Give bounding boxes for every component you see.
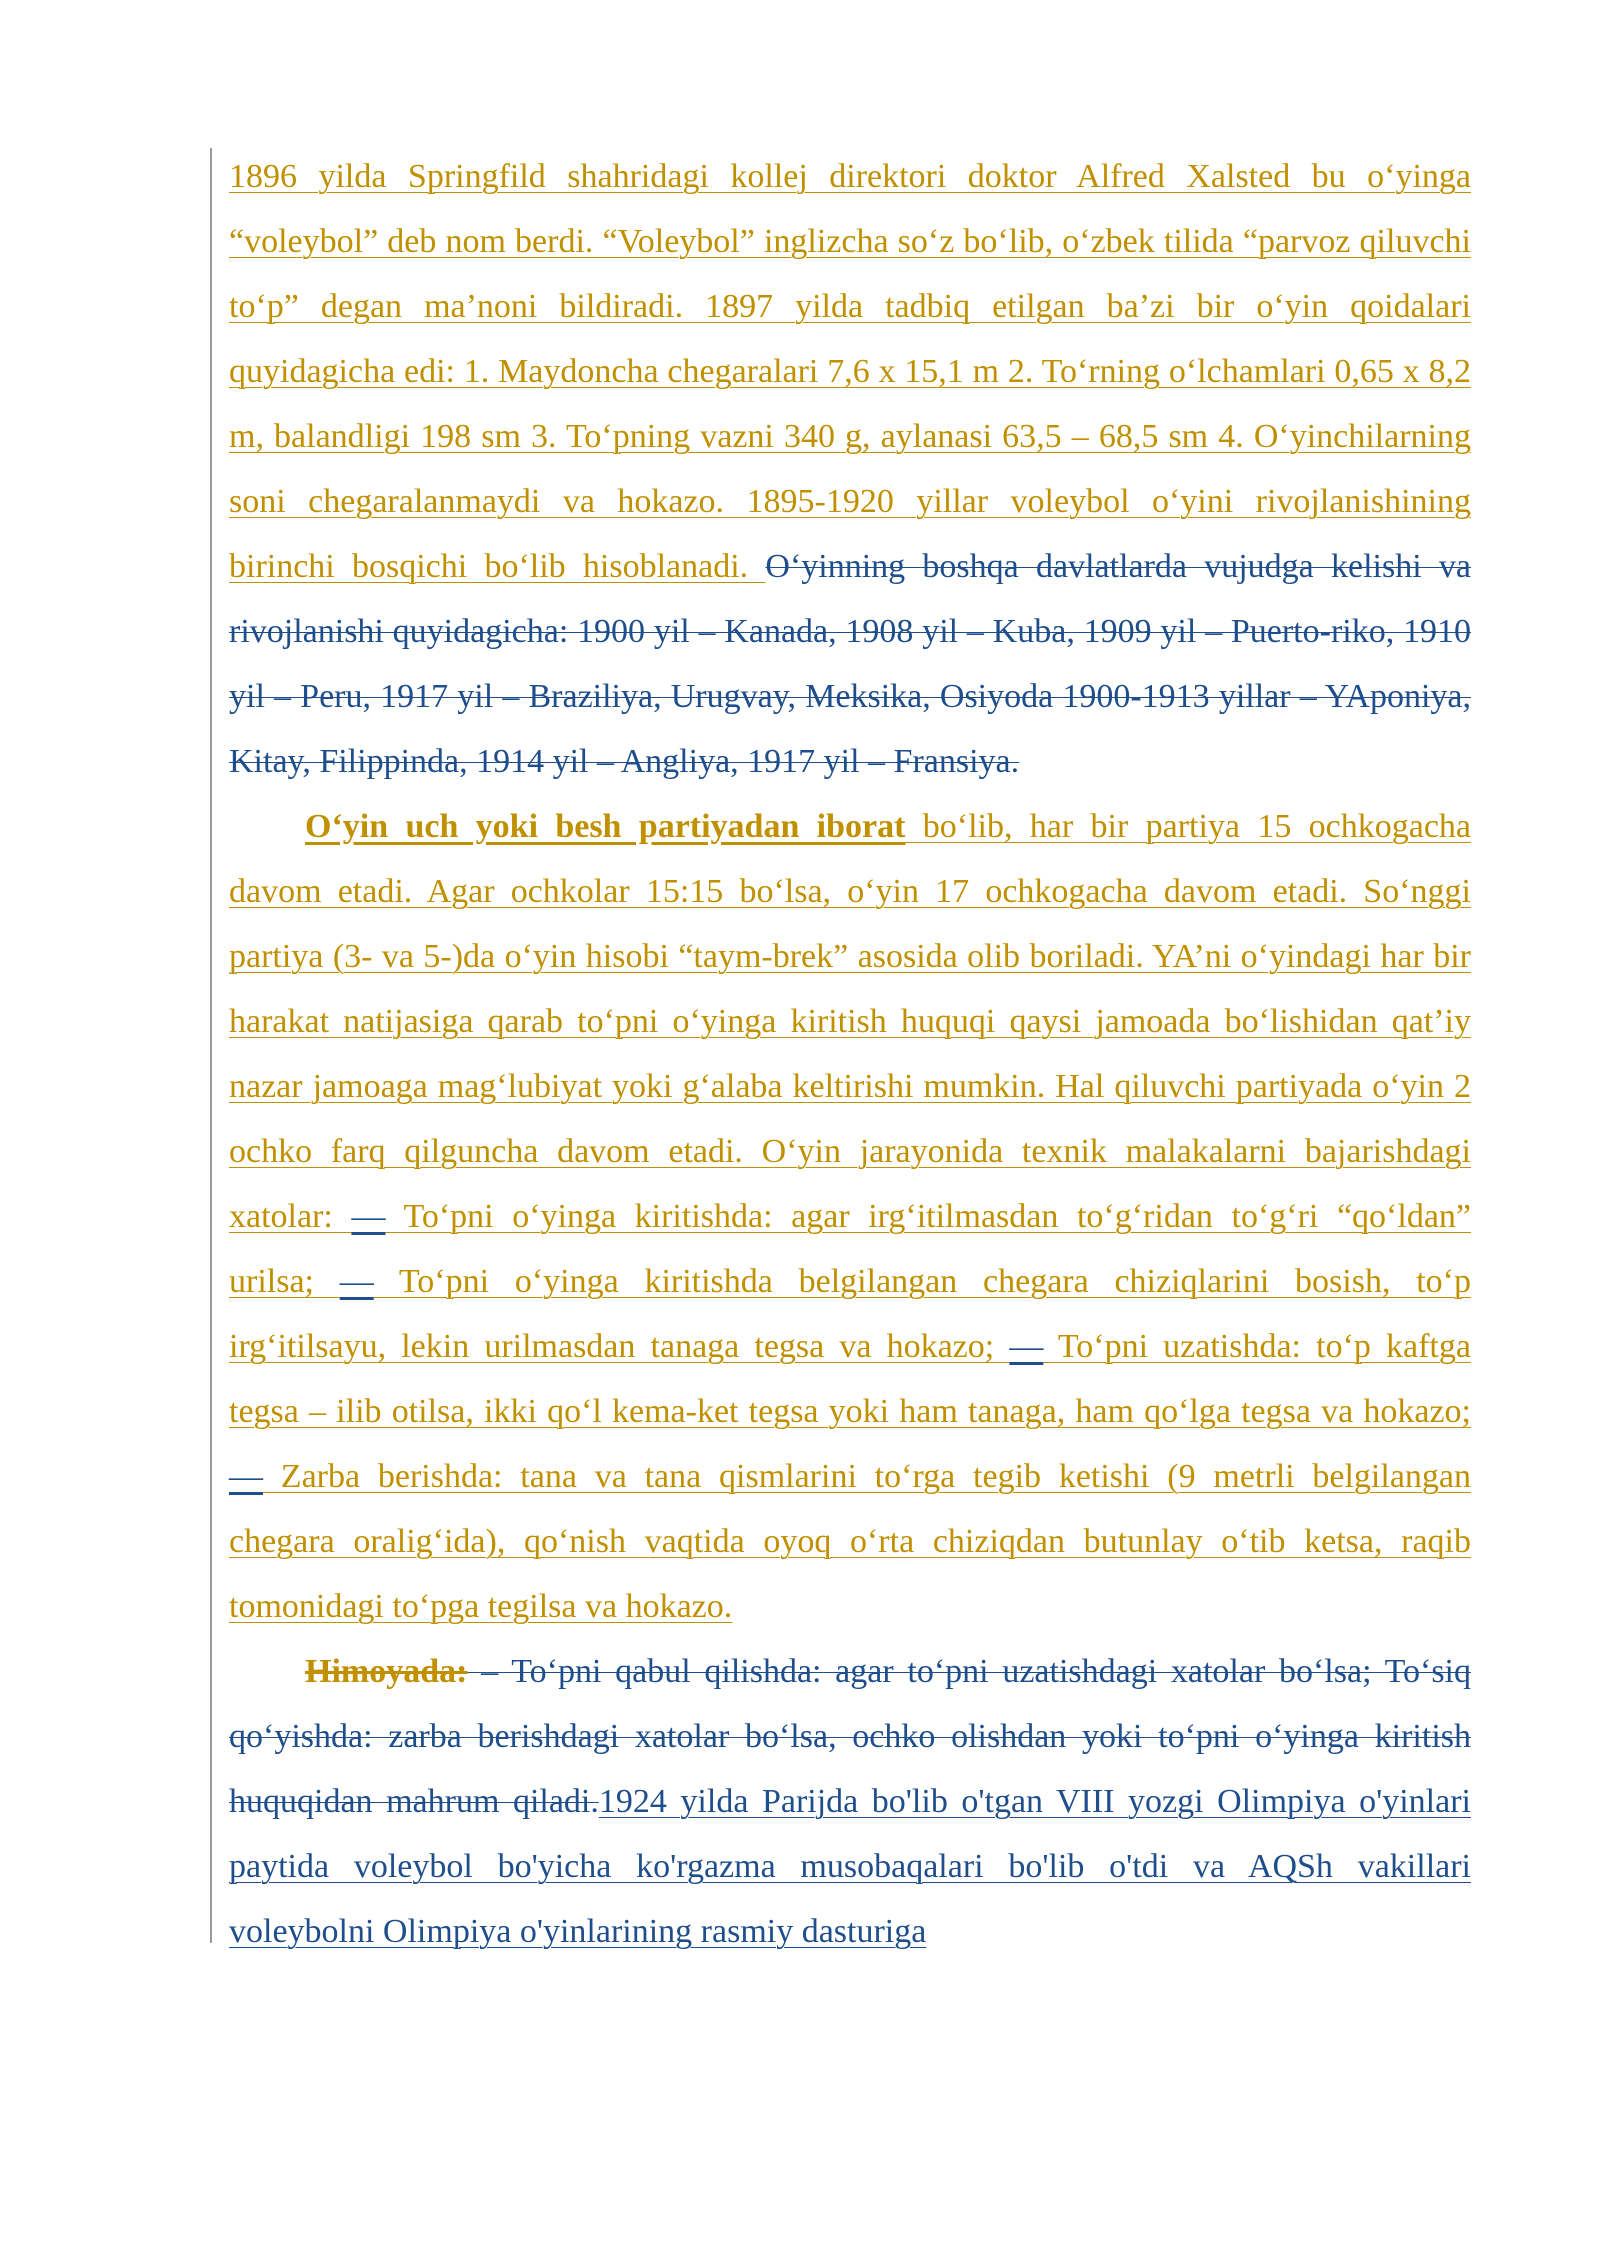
inserted-text: bo‘lib, har bir partiya 15 ochkogacha davom etadi. Agar ochkolar 15:15 bo‘lsa, o‘yin 17 ochkogacha davom etadi. So‘nggi partiya (3- va 5-)da o‘yin hisobi “taym-brek” asosida olib boriladi. YA’ni o‘yindagi har bir harakat natijasiga qarab to‘pni o‘yinga kiritish huquqi qaysi jamoada bo‘lishidan qat’iy nazar jamoaga mag‘lubiyat yoki g‘alaba keltirishi mumkin. Hal qiluvchi partiyada o‘yin 2 ochko farq qilguncha davom etadi. O‘yin jarayonida texnik malakalarni bajarishdagi xatolar: <box>229 808 1472 1235</box>
bold-heading-text: O‘yin uch yoki besh partiyadan iborat <box>305 808 906 845</box>
list-dash: — <box>339 1263 374 1300</box>
inserted-text: To‘pni uzatishda: to‘p kaftga tegsa – ilib otilsa, ikki qo‘l kema-ket tegsa yoki ham tanaga, ham qo‘lga tegsa va hokazo; <box>229 1328 1471 1430</box>
inserted-text: Zarba berishda: tana va tana qismlarini to‘rga tegib ketishi (9 metrli belgilangan chegara oralig‘ida), qo‘nish vaqtida oyoq o‘rta chiziqdan butunlay o‘tib ketsa, raqib tomonidagi to‘pga tegilsa va hokazo. <box>229 1458 1471 1625</box>
change-bar <box>210 1643 212 1943</box>
inserted-text: 1896 yilda Springfild shahridagi kollej direktori doktor Alfred Xalsted bu o‘yinga “voleybol” deb nom berdi. “Voleybol” inglizcha so‘z bo‘lib, o‘zbek tilida “parvoz qiluvchi to‘p” degan ma’noni bildiradi. 1897 yilda tadbiq etilgan ba’zi bir o‘yin qoidalari quyidagicha edi: 1. Maydoncha chegaralari 7,6 x 15,1 m 2. To‘rning o‘lchamlari 0,65 x 8,2 m, balandligi 198 sm 3. To‘pning vazni 340 g, aylanasi 63,5 – 68,5 sm 4. O‘yinchilarning soni chegaralanmaydi va hokazo. 1895-1920 yillar voleybol o‘yini rivojlanishining birinchi bosqichi bo‘lib hisoblanadi. <box>229 158 1471 585</box>
list-dash: — <box>351 1198 386 1235</box>
change-bar <box>210 148 212 828</box>
deleted-bold-text: Himoyada: <box>305 1653 468 1690</box>
paragraph-defense <box>229 1639 1471 1964</box>
inserted-text: To‘pni o‘yinga kiritishda belgilangan chegara chiziqlarini bosish, to‘p irg‘itilsayu, lekin urilmasdan tanaga tegsa va hokazo; <box>229 1263 1471 1365</box>
deleted-text: – To‘pni qabul qilishda: agar to‘pni uzatishdagi xatolar bo‘lsa; To‘siq qo‘yishda: zarba berishdagi xatolar bo‘lsa, ochko olishdan yoki to‘pni o‘yinga kiritish huquqidan mahrum qiladi. <box>229 1653 1471 1820</box>
paragraph-rules <box>229 794 1471 1639</box>
paragraph-history <box>229 144 1471 794</box>
document-body <box>229 144 1471 1964</box>
inserted-text: To‘pni o‘yinga kiritishda: agar irg‘itilmasdan to‘g‘ridan to‘g‘ri “qo‘ldan” urilsa; <box>229 1198 1472 1300</box>
list-dash: — <box>229 1458 263 1495</box>
inserted-text: 1924 yilda Parijda bo'lib o'tgan VIII yozgi Olimpiya o'yinlari paytida voleybol bo'yicha ko'rgazma musobaqalari bo'lib o'tdi va AQSh vakillari voleybolni Olimpiya o'yinlarining rasmiy dasturiga <box>229 1783 1471 1950</box>
change-bar <box>210 798 212 1678</box>
list-dash: — <box>1009 1328 1044 1365</box>
deleted-text: O‘yinning boshqa davlatlarda vujudga kelishi va rivojlanishi quyidagicha: 1900 yil – Kanada, 1908 yil – Kuba, 1909 yil – Puerto-riko, 1910 yil – Peru, 1917 yil – Braziliya, Urugvay, Meksika, Osiyoda 1900-1913 yillar – YAponiya, Kitay, Filippinda, 1914 yil – Angliya, 1917 yil – Fransiya. <box>229 548 1472 780</box>
